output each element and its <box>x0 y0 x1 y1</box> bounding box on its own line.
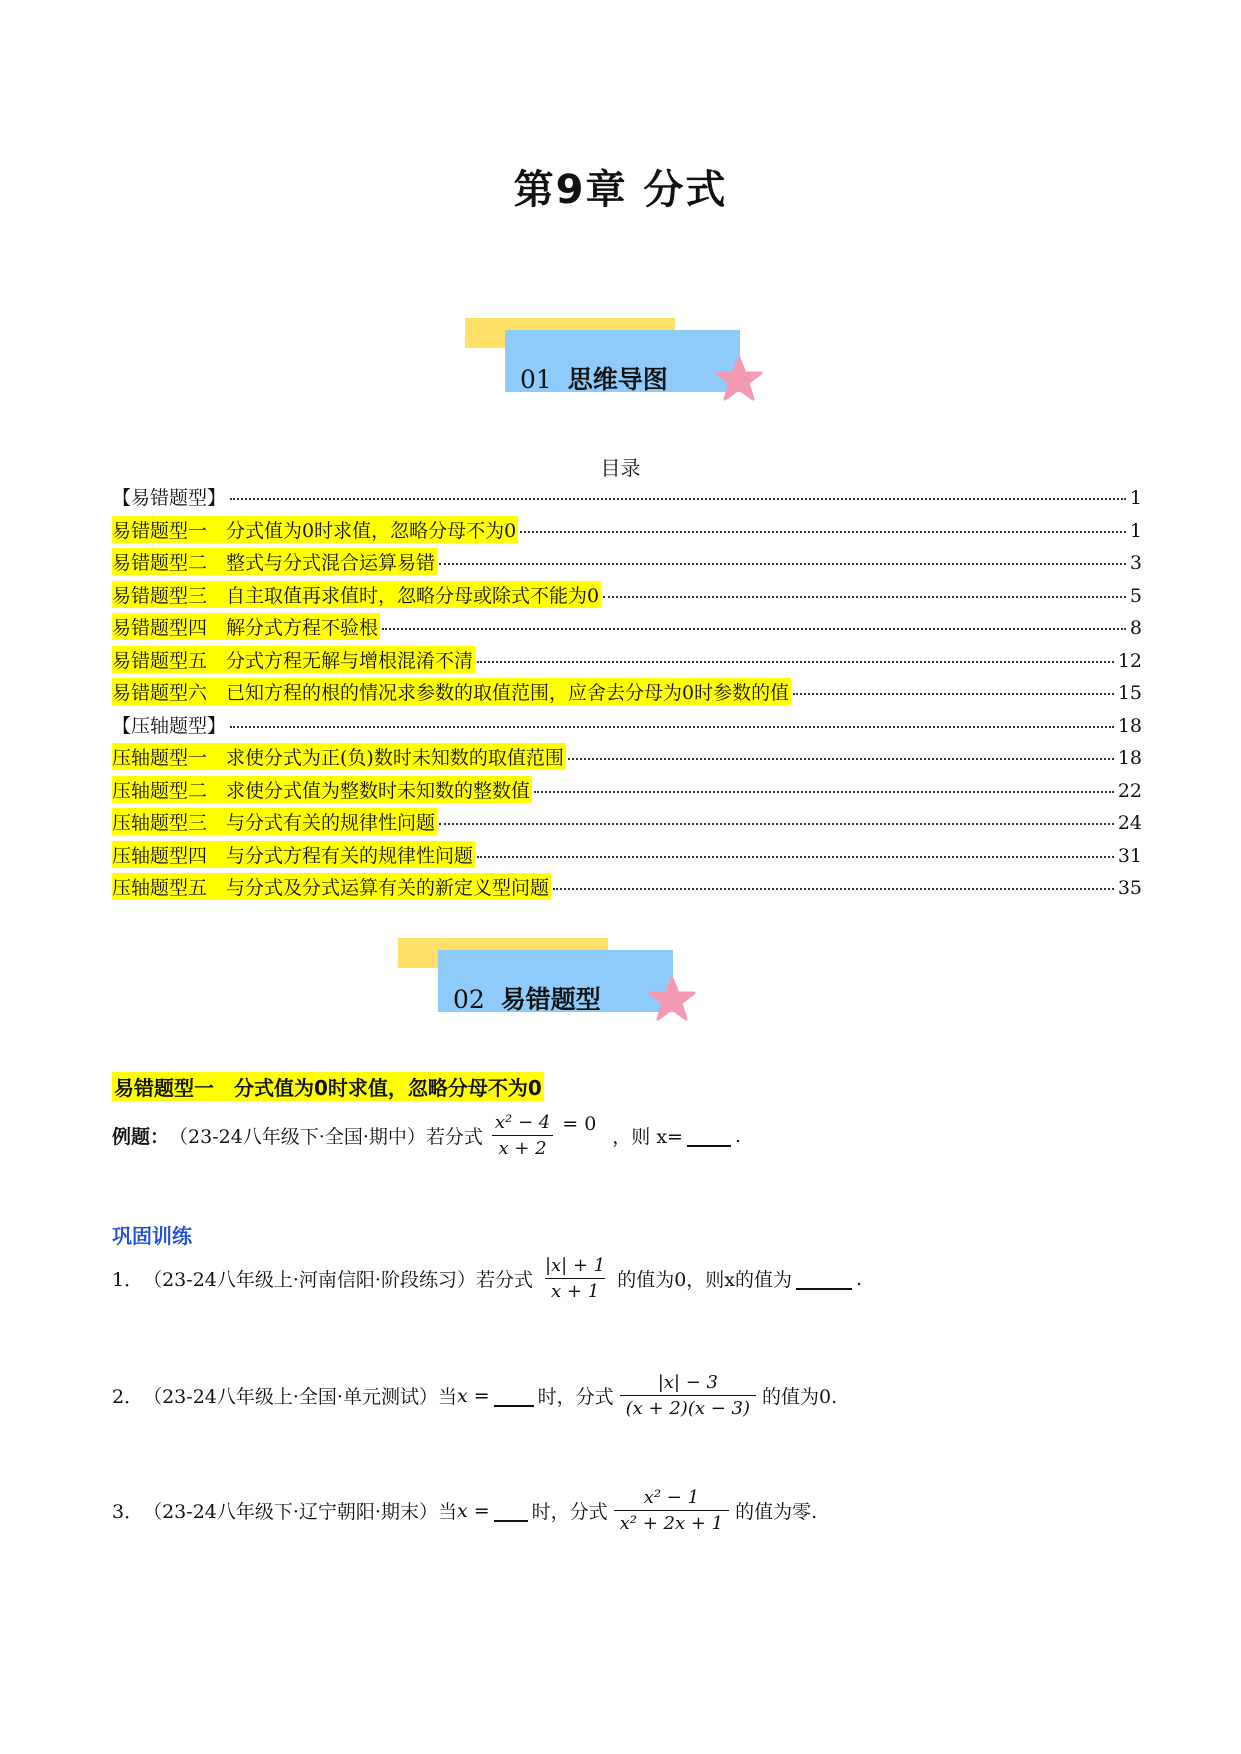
toc-page-number: 18 <box>1117 747 1142 769</box>
toc-entry[interactable] <box>112 808 1142 841</box>
answer-blank[interactable] <box>687 1125 731 1147</box>
table-of-contents <box>112 483 1142 906</box>
toc-leader-dots <box>793 692 1114 695</box>
fraction: $\frac{\text{x² − 1}}{\text{x² + 2x + 1}}$ <box>614 1487 729 1534</box>
toc-page-number: 1 <box>1129 519 1142 542</box>
toc-page-number: 12 <box>1117 649 1142 672</box>
toc-page-number: 31 <box>1117 844 1142 867</box>
star-icon <box>715 356 763 402</box>
fraction: $\frac{\text{x² − 4}}{x + 2}$ <box>489 1112 556 1159</box>
toc-entry-title[interactable]: 【压轴题型】 <box>112 714 227 737</box>
toc-entry[interactable] <box>112 646 1142 679</box>
toc-entry-title[interactable]: 易错题型四 解分式方程不验根 <box>112 613 380 640</box>
toc-entry[interactable] <box>112 516 1142 549</box>
toc-entry-title[interactable]: 【易错题型】 <box>112 487 227 509</box>
toc-entry[interactable] <box>112 678 1142 711</box>
toc-leader-dots <box>553 887 1114 890</box>
toc-page-number: 5 <box>1129 584 1142 607</box>
toc-page-number: 22 <box>1117 779 1142 802</box>
toc-leader-dots <box>534 790 1114 793</box>
toc-page-number: 15 <box>1117 682 1142 704</box>
answer-blank[interactable] <box>494 1385 534 1407</box>
consolidate-heading: 巩固训练 <box>112 1224 192 1248</box>
toc-page-number: 3 <box>1129 552 1142 574</box>
toc-entry[interactable] <box>112 483 1142 516</box>
toc-leader-dots <box>568 757 1114 760</box>
toc-page-number: 18 <box>1117 714 1142 737</box>
toc-leader-dots <box>477 855 1114 858</box>
toc-entry[interactable] <box>112 841 1142 874</box>
problem-2: 2． （23-24八年级上·全国·单元测试）当 x = 时，分式 $\frac{|x| - 3}{(x + 2)(x - 3)}$ 的值为0. <box>112 1372 838 1419</box>
star-icon <box>648 976 696 1022</box>
toc-leader-dots <box>382 627 1126 630</box>
answer-blank[interactable] <box>494 1500 528 1522</box>
fraction: $\frac{|x| - 3}{(x + 2)(x - 3)}$ <box>620 1372 756 1419</box>
toc-entry-title[interactable]: 易错题型二 整式与分式混合运算易错 <box>112 548 437 575</box>
toc-leader-dots <box>230 497 1126 500</box>
example-problem: 例题： （23-24八年级下·全国·期中）若分式 $\frac{\text{x² − 4}}{x + 2}$ = 0 ，则 x= . <box>112 1112 742 1159</box>
toc-leader-dots <box>477 660 1114 663</box>
toc-entry-title[interactable]: 易错题型一 分式值为0时求值，忽略分母不为0 <box>112 516 518 543</box>
toc-entry[interactable] <box>112 581 1142 614</box>
toc-entry[interactable] <box>112 613 1142 646</box>
toc-entry-title[interactable]: 压轴题型四 与分式方程有关的规律性问题 <box>112 841 475 868</box>
toc-page-number: 35 <box>1117 877 1142 899</box>
toc-leader-dots <box>439 822 1114 825</box>
toc-page-number: 1 <box>1129 487 1142 509</box>
toc-heading: 目录 <box>600 456 641 480</box>
toc-entry[interactable] <box>112 711 1142 744</box>
toc-entry-title[interactable]: 压轴题型一 求使分式为正(负)数时未知数的取值范围 <box>112 743 566 770</box>
toc-entry[interactable] <box>112 548 1142 581</box>
fraction: $\frac{|x| + 1}{x + 1}$ <box>544 1255 606 1302</box>
toc-page-number: 8 <box>1129 617 1142 639</box>
problem-3: 3． （23-24八年级下·辽宁朝阳·期末）当 x = 时，分式 $\frac{\text{x² − 1}}{\text{x² + 2x + 1}}$ 的值为零. <box>112 1487 818 1534</box>
banner-label: 01 思维导图 <box>520 365 668 394</box>
section-title: 易错题型一 分式值为0时求值，忽略分母不为0 <box>112 1072 544 1101</box>
toc-entry-title[interactable]: 压轴题型三 与分式有关的规律性问题 <box>112 808 437 835</box>
toc-entry-title[interactable]: 压轴题型二 求使分式值为整数时未知数的整数值 <box>112 776 532 803</box>
toc-leader-dots <box>520 530 1126 533</box>
banner-label: 02 易错题型 <box>453 985 601 1014</box>
toc-entry[interactable] <box>112 873 1142 906</box>
toc-entry-title[interactable]: 易错题型三 自主取值再求值时，忽略分母或除式不能为0 <box>112 581 601 608</box>
answer-blank[interactable] <box>796 1268 852 1290</box>
chapter-title: 第9章 分式 <box>513 167 728 213</box>
toc-leader-dots <box>603 595 1126 598</box>
toc-entry[interactable] <box>112 776 1142 809</box>
toc-entry-title[interactable]: 易错题型五 分式方程无解与增根混淆不清 <box>112 646 475 673</box>
toc-leader-dots <box>230 725 1114 728</box>
toc-page-number: 24 <box>1117 812 1142 834</box>
toc-entry[interactable] <box>112 743 1142 776</box>
toc-entry-title[interactable]: 压轴题型五 与分式及分式运算有关的新定义型问题 <box>112 873 551 900</box>
toc-entry-title[interactable]: 易错题型六 已知方程的根的情况求参数的取值范围，应舍去分母为0时参数的值 <box>112 678 791 705</box>
toc-leader-dots <box>439 562 1126 565</box>
section-banner-errors <box>398 938 698 1048</box>
problem-1: 1． （23-24八年级上·河南信阳·阶段练习）若分式 $\frac{|x| + 1}{x + 1}$ 的值为0，则x的值为 . <box>112 1255 863 1302</box>
section-banner-mindmap <box>465 318 765 428</box>
